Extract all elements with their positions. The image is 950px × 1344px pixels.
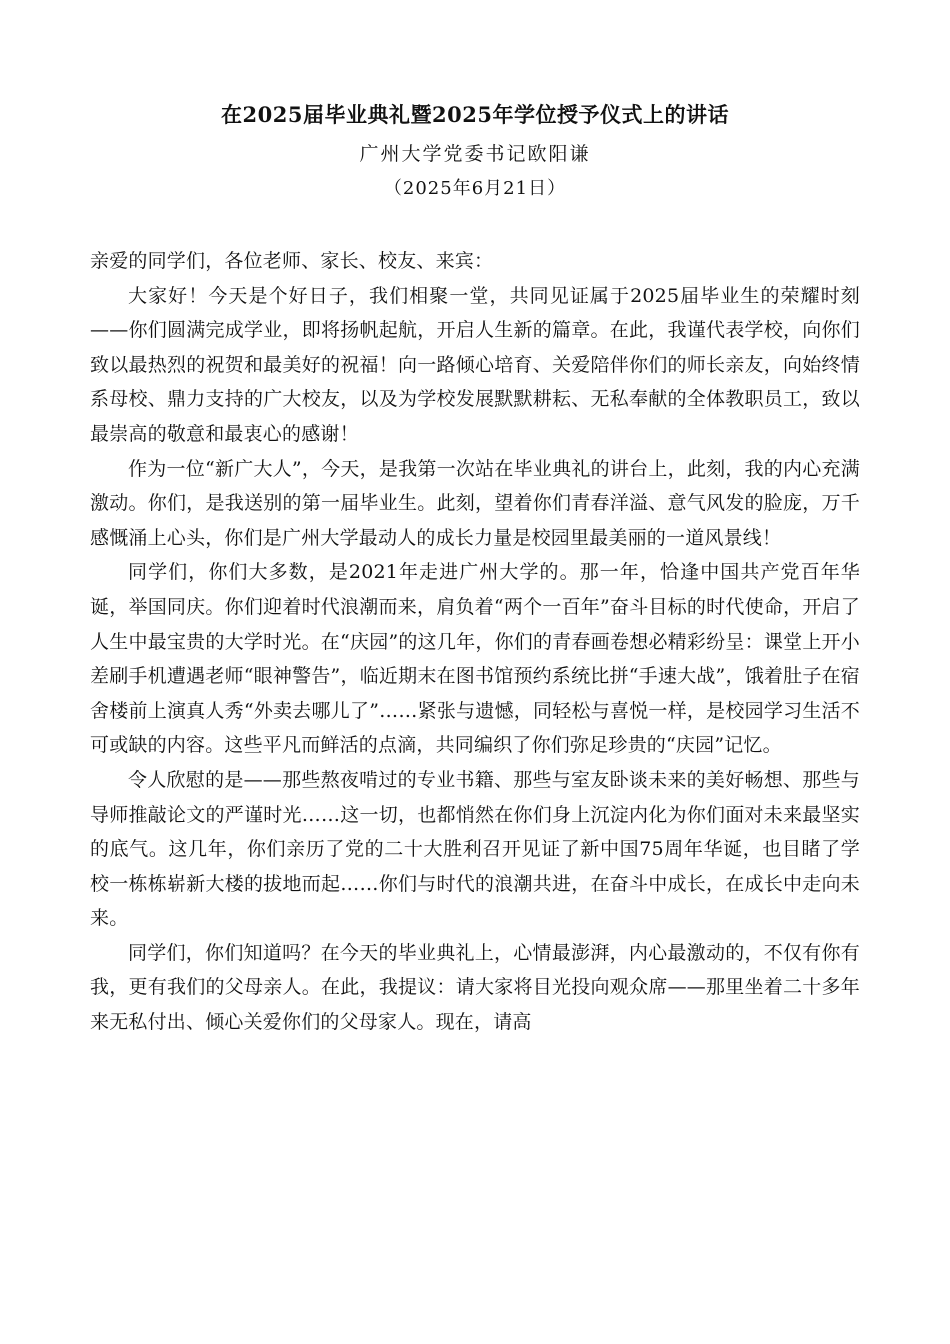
paragraph: 令人欣慰的是——那些熬夜啃过的专业书籍、那些与室友卧谈未来的美好畅想、那些与导师推敲论文的严谨时光……这一切，也都悄然在你们身上沉淀内化为你们面对未来最坚实的底气。这几年，你们亲历了党的二十大胜利召开见证了新中国75周年华诞，也目睹了学校一栋栋崭新大楼的拔地而起……你们与时代的浪潮共进，在奋斗中成长，在成长中走向未来。 (90, 768, 860, 930)
paragraph: 同学们，你们大多数，是2021年走进广州大学的。那一年，恰逢中国共产党百年华诞，举国同庆。你们迎着时代浪潮而来，肩负着“两个一百年”奋斗目标的时代使命，开启了人生中最宝贵的大学时光。在“庆园”的这几年，你们的青春画卷想必精彩纷呈：课堂上开小差刷手机遭遇老师“眼神警告”，临近期末在图书馆预约系统比拼“手速大战”，饿着肚子在宿舍楼前上演真人秀“外卖去哪儿了”……紧张与遗憾，同轻松与喜悦一样，是校园学习生活不可或缺的内容。这些平凡而鲜活的点滴，共同编织了你们弥足珍贵的“庆园”记忆。 (90, 561, 860, 757)
salutation: 亲爱的同学们，各位老师、家长、校友、来宾： (90, 250, 494, 272)
paragraph: 作为一位“新广大人”，今天，是我第一次站在毕业典礼的讲台上，此刻，我的内心充满激动。你们，是我送别的第一届毕业生。此刻，望着你们青春洋溢、意气风发的脸庞，万千感慨涌上心头，你们是广州大学最动人的成长力量是校园里最美丽的一道风景线！ (90, 457, 860, 549)
paragraph: 大家好！今天是个好日子，我们相聚一堂，共同见证属于2025届毕业生的荣耀时刻——你们圆满完成学业，即将扬帆起航，开启人生新的篇章。在此，我谨代表学校，向你们致以最热烈的祝贺和最美好的祝福！向一路倾心培育、关爱陪伴你们的师长亲友，向始终情系母校、鼎力支持的广大校友，以及为学校发展默默耕耘、无私奉献的全体教职员工，致以最崇高的敬意和最衷心的感谢！ (90, 284, 860, 445)
speech-body (90, 244, 860, 1040)
speech-date: （2025年6月21日） (383, 178, 567, 199)
speech-title: 在2025届毕业典礼暨2025年学位授予仪式上的讲话 (221, 102, 729, 127)
speaker-line: 广州大学党委书记欧阳谦 (359, 143, 591, 165)
paragraph: 同学们，你们知道吗？在今天的毕业典礼上，心情最澎湃，内心最激动的，不仅有你有我，更有我们的父母亲人。在此，我提议：请大家将目光投向观众席——那里坐着二十多年来无私付出、倾心关爱你们的父母家人。现在，请高 (90, 941, 860, 1034)
